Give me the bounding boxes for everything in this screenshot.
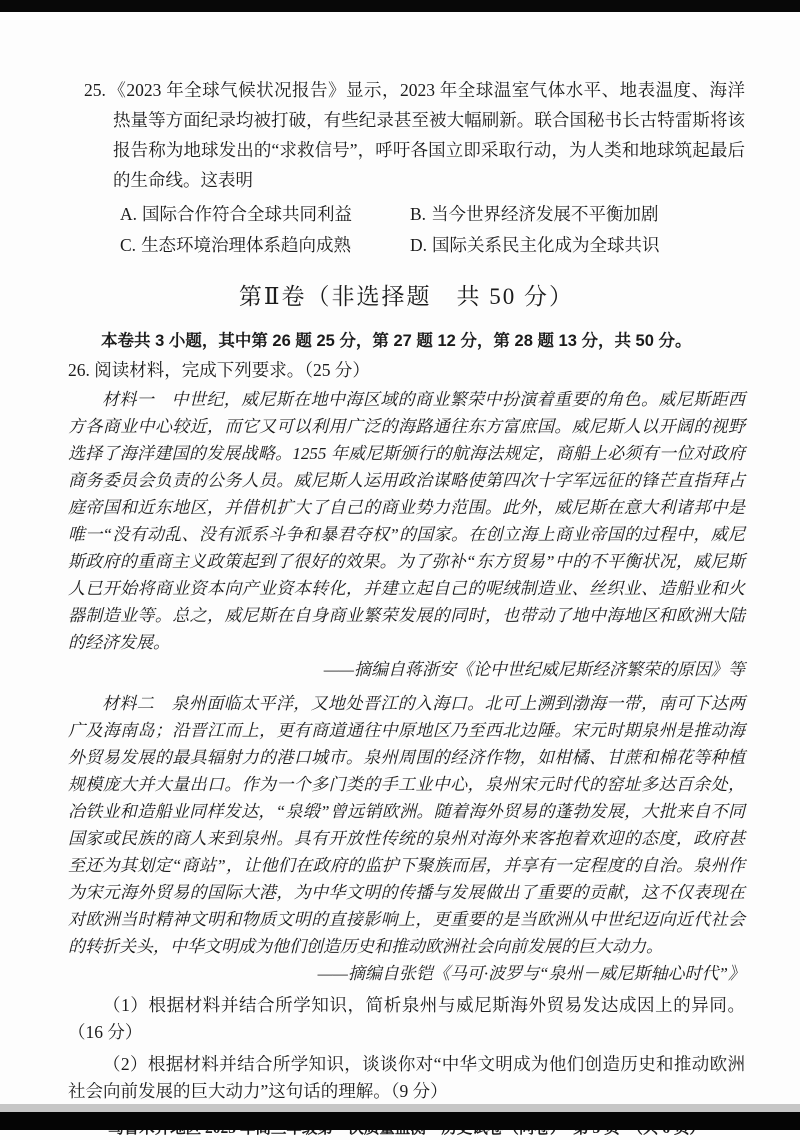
material-2: 材料二 泉州面临太平洋，又地处晋江的入海口。北可上溯到渤海一带，南可下达两广及海南岛；沿晋江而上，更有商道通往中原地区乃至西北边陲。宋元时期泉州是推动海外贸易发展的最具辐射力的港口城市。泉州周围的经济作物，如柑橘、甘蔗和棉花等种植规模庞大并大量出口。作为一个多门类的手工业中心，泉州宋元时代的窑址多达百余处，冶铁业和造船业同样发达，“泉缎”曾远销欧洲。随着海外贸易的蓬勃发展，大批来自不同国家或民族的商人来到泉州。具有开放性传统的泉州对海外来客抱着欢迎的态度，政府甚至还为其划定“商站”，让他们在政府的监护下聚族而居，并享有一定程度的自治。泉州作为宋元海外贸易的国际大港，为中华文明的传播与发展做出了重要的贡献，这不仅表现在对欧洲当时精神文明和物质文明的直接影响上，更重要的是当欧洲从中世纪迈向近代社会的转折关头，中华文明成为他们创造历史和推动欧洲社会向前发展的巨大动力。 [68,694,745,956]
sub-question-1: （1）根据材料并结合所学知识，简析泉州与威尼斯海外贸易发达成因上的异同。（16 分） [68,995,745,1042]
sub-question-2: （2）根据材料并结合所学知识，谈谈你对“中华文明成为他们创造历史和推动欧洲社会向前发展的巨大动力”这句话的理解。（9 分） [68,1054,745,1101]
question-25-stem [84,75,745,195]
option-d-text: 国际关系民主化成为全球共识 [432,235,660,255]
option-d [410,230,745,261]
scan-top-bar [0,0,800,12]
scan-bottom-bar [0,1112,800,1130]
option-c-text: 生态环境治理体系趋向成熟 [141,235,352,255]
option-c-label: C. [120,235,137,255]
option-a-text: 国际合作符合全球共同利益 [142,204,353,224]
material-1: 材料一 中世纪，威尼斯在地中海区域的商业繁荣中扮演着重要的角色。威尼斯距西方各商业中心较近，而它又可以利用广泛的海路通往东方富庶国。威尼斯人以开阔的视野选择了海洋建国的发展战略。1255 年威尼斯颁行的航海法规定，商船上必须有一位对政府商务委员会负责的公务人员。威尼斯人运用政治谋略使第四次十字军远征的锋芒直指拜占庭帝国和近东地区，并借机扩大了自己的商业势力范围。此外，威尼斯在意大利诸邦中是唯一“没有动乱、没有派系斗争和暴君夺权”的国家。在创立海上商业帝国的过程中，威尼斯政府的重商主义政策起到了很好的效果。为了弥补“东方贸易”中的不平衡状况，威尼斯人已开始将商业资本向产业资本转化，并建立起自己的呢绒制造业、丝织业、造船业和火器制造业等。总之，威尼斯在自身商业繁荣发展的同时，也带动了地中海地区和欧洲大陆的经济发展。 [68,390,745,652]
question-26-intro: 26. 阅读材料，完成下列要求。（25 分） [68,360,370,380]
option-c [120,230,410,261]
question-25-text: 《2023 年全球气候状况报告》显示，2023 年全球温室气体水平、地表温度、海洋热量等方面纪录均被打破，有些纪录甚至被大幅刷新。联合国秘书长古特雷斯将该报告称为地球发出的“求救信号”，呼吁各国立即采取行动，为人类和地球筑起最后的生命线。这表明 [107,80,745,190]
question-25 [68,75,745,261]
option-d-label: D. [410,235,428,255]
question-25-options [120,199,745,261]
question-25-number: 25. [84,80,106,100]
option-b [410,199,745,230]
material-1-source: ——摘编自蒋浙安《论中世纪威尼斯经济繁荣的原因》等 [323,660,745,679]
section-title: 第Ⅱ卷（非选择题 共 50 分） [238,284,575,309]
option-b-text: 当今世界经济发展不平衡加剧 [431,204,659,224]
exam-page [0,12,800,1140]
option-b-label: B. [410,204,427,224]
option-a-label: A. [120,204,138,224]
material-2-source: ——摘编自张铠《马可·波罗与“泉州－威尼斯轴心时代”》 [317,964,745,983]
option-a [120,199,410,230]
section-note: 本卷共 3 小题，其中第 26 题 25 分，第 27 题 12 分，第 28 题 13 分，共 50 分。 [101,332,692,350]
